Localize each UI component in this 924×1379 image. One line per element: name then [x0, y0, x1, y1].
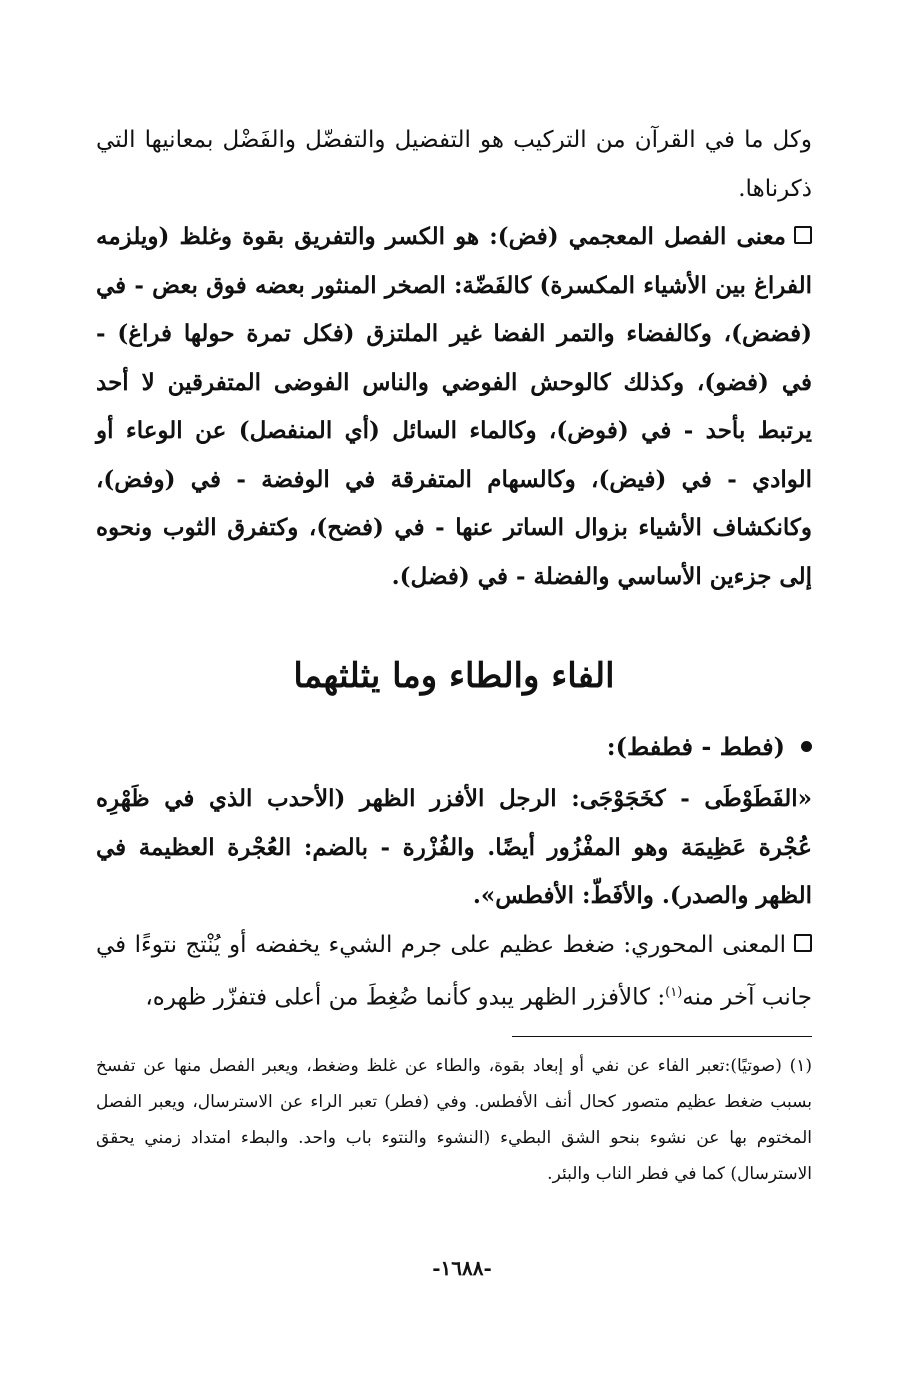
round-bullet-icon — [801, 741, 812, 752]
square-bullet-icon — [794, 934, 812, 952]
core-meaning-continuation: : كالأفزر الظهر يبدو كأنما ضُغِطَ من أعلى فتفزّر ظهره، — [145, 984, 666, 1011]
footnote-1: (١) (صوتيًا):تعبر الفاء عن نفي أو إبعاد بقوة، والطاء عن غلظ وضغط، ويعبر الفصل منها عن تفسخ بسبب ضغط عظيم متصور كحال أنف الأفطس. وفي (فطر) تعبر الراء عن الاسترسال، ويعبر الفصل المختوم بها عن نشوء بنحو الشق البطيء (النشوء والنتوء باب واحد. والبطء امتداد زمني يحقق الاسترسال) كما في فطر الناب والبئر. — [96, 1056, 812, 1184]
square-bullet-icon — [794, 226, 812, 244]
dictionary-quote: «الفَطَوْطَى - كخَجَوْجَى: الرجل الأفزر الظهر (الأحدب الذي في ظَهْرِه عُجْرة عَظِيمَة وهو المفْزُور أيضًا. والفُزْرة - بالضم: العُجْرة العظيمة في الظهر والصدر). والأفَطّ: الأفطس». — [96, 785, 812, 909]
lexical-meaning-text: معنى الفصل المعجمي (فض): هو الكسر والتفريق بقوة وغلظ (ويلزمه الفراغ بين الأشياء المكسرة) كالفَضّة: الصخر المنثور بعضه فوق بعض - في (فضض)، وكالفضاء والتمر الفضا غير الملتزق (فكل تمرة حولها فراغ) - في (فضو)، وكذلك كالوحش الفوضي والناس الفوضى المتفرقين لا أحد يرتبط بأحد - في (فوض)، وكالماء السائل (أي المنفصل) عن الوعاء أو الوادي - في (فيض)، وكالسهام المتفرقة في الوفضة - في (وفض)، وكانكشاف الأشياء بزوال الساتر عنها - في (فضح)، وكتفرق الثوب ونحوه إلى جزءين الأساسي والفضلة - في (فضل). — [96, 223, 812, 590]
footnotes-section — [96, 1048, 812, 1192]
entry-heading — [96, 725, 812, 769]
footnote-divider — [512, 1036, 812, 1037]
section-heading: الفاء والطاء وما يثلثهما — [293, 656, 615, 696]
core-meaning-paragraph — [96, 921, 812, 1023]
page-number: -١٦٨٨- — [432, 1256, 492, 1280]
entry-heading-text: (فطط - فطفط): — [606, 732, 785, 761]
footnote-reference[interactable]: (١) — [665, 985, 683, 1000]
lexical-meaning-paragraph — [96, 213, 812, 601]
core-meaning-text: المعنى المحوري: ضغط عظيم على جرم الشيء يخفضه أو يُنْتج نتوءًا في جانب آخر منه — [96, 931, 812, 1011]
intro-paragraph: وكل ما في القرآن من التركيب هو التفضيل والتفضّل والفَضْل بمعانيها التي ذكرناها. — [96, 127, 812, 202]
